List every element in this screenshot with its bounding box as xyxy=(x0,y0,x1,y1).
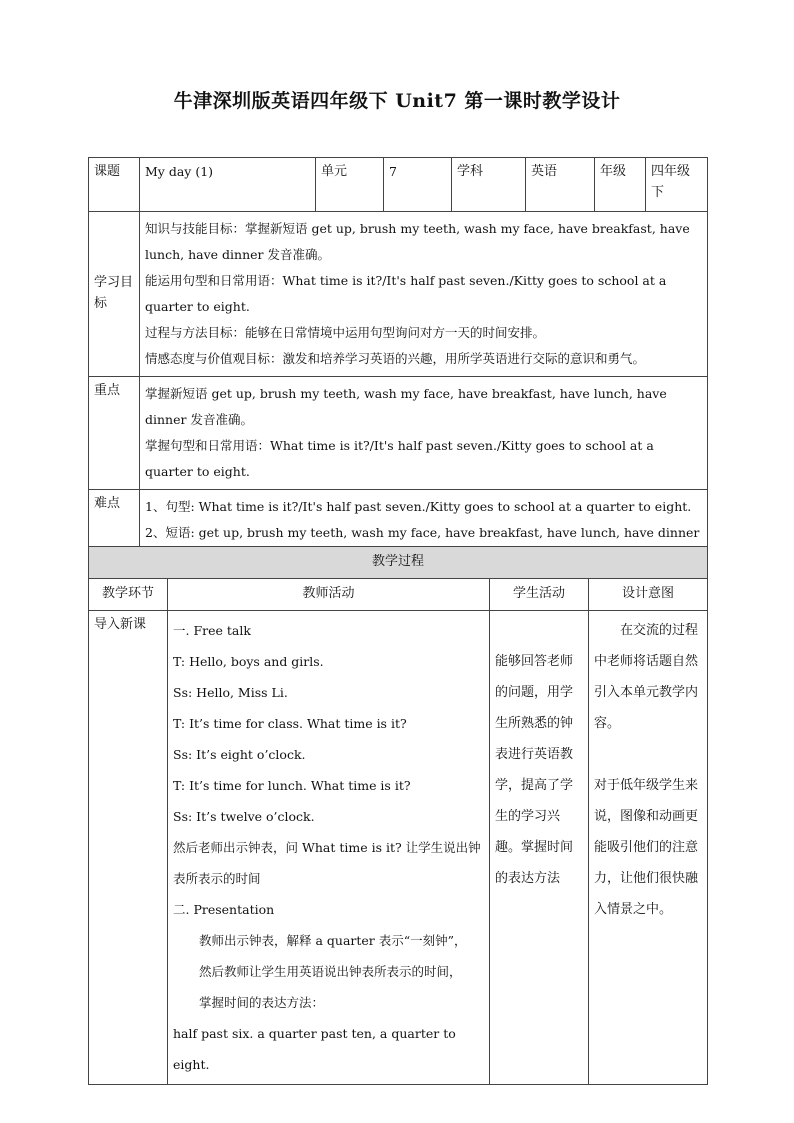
intent-text: 在交流的过程中老师将话题自然引入本单元教学内容。 xyxy=(594,623,699,731)
key-point-line: 掌握句型和日常用语：What time is it?/It's half past seven./Kitty goes to school at a quarter to eight. xyxy=(145,438,654,479)
intent-text: 对于低年级学生来说，图像和动画更能吸引他们的注意力，让他们很快融入情景之中。 xyxy=(594,778,699,917)
key-point-line: 掌握新短语 get up, brush my teeth, wash my face, have breakfast, have lunch, have dinner 发音准确。 xyxy=(145,386,667,427)
topic-label: 课题 xyxy=(89,158,140,212)
column-teacher: 教师活动 xyxy=(168,579,490,611)
process-header: 教学过程 xyxy=(89,547,708,579)
teacher-line: T: It’s time for class. What time is it? xyxy=(173,716,407,731)
page-title: 牛津深圳版英语四年级下 Unit7 第一课时教学设计 xyxy=(173,90,621,112)
teacher-line: 二. Presentation xyxy=(173,902,275,917)
teacher-line: Ss: It’s twelve o’clock. xyxy=(173,809,315,824)
goal-line: 能运用句型和日常用语：What time is it?/It's half past seven./Kitty goes to school at a quarter to eight. xyxy=(145,273,667,314)
subject-value: 英语 xyxy=(526,158,595,212)
goals-label: 学习目标 xyxy=(89,212,140,377)
goal-line: 知识与技能目标：掌握新短语 get up, brush my teeth, wash my face, have breakfast, have lunch, have dinner 发音准确。 xyxy=(145,221,690,262)
teacher-line: half past six. a quarter past ten, a quarter to eight. xyxy=(173,1026,456,1072)
teacher-line: Ss: It’s eight o’clock. xyxy=(173,747,306,762)
unit-label: 单元 xyxy=(316,158,384,212)
teacher-line: 然后老师出示钟表，问 What time is it? 让学生说出钟表所表示的时间 xyxy=(173,840,481,886)
difficulty-line: 1、句型: What time is it?/It's half past seven./Kitty goes to school at a quarter to eight. xyxy=(145,499,692,514)
teacher-line: T: Hello, boys and girls. xyxy=(173,654,324,669)
design-intent-cell xyxy=(589,611,708,1085)
student-activity-cell xyxy=(490,611,589,1085)
student-text: 能够回答老师的问题，用学生所熟悉的钟表进行英语教学，提高了学生的学习兴趣。掌握时间的表达方法 xyxy=(495,654,574,886)
teacher-line: 掌握时间的表达方法： xyxy=(199,995,325,1010)
teacher-line: 教师出示钟表，解释 a quarter 表示“一刻钟”， xyxy=(199,933,467,948)
teacher-line: Ss: Hello, Miss Li. xyxy=(173,685,288,700)
difficulties-label: 难点 xyxy=(89,490,140,577)
column-intent: 设计意图 xyxy=(589,579,708,611)
stage-cell: 导入新课 xyxy=(89,611,168,1085)
key-points-content xyxy=(140,377,708,490)
lesson-info-table xyxy=(88,157,708,577)
key-points-label: 重点 xyxy=(89,377,140,490)
goals-content xyxy=(140,212,708,377)
grade-label: 年级 xyxy=(595,158,646,212)
teacher-line: 一. Free talk xyxy=(173,623,251,638)
goal-line: 过程与方法目标：能够在日常情境中运用句型询问对方一天的时间安排。 xyxy=(145,325,546,340)
column-stage: 教学环节 xyxy=(89,579,168,611)
teacher-activity-cell xyxy=(168,611,490,1085)
subject-label: 学科 xyxy=(452,158,526,212)
column-student: 学生活动 xyxy=(490,579,589,611)
unit-value: 7 xyxy=(384,158,452,212)
teacher-line: 然后教师让学生用英语说出钟表所表示的时间， xyxy=(199,964,462,979)
grade-value: 四年级下 xyxy=(646,158,708,212)
teacher-line: T: It’s time for lunch. What time is it? xyxy=(173,778,411,793)
teaching-process-table xyxy=(88,546,708,1085)
topic-value: My day (1) xyxy=(140,158,316,212)
goal-line: 情感态度与价值观目标：激发和培养学习英语的兴趣，用所学英语进行交际的意识和勇气。 xyxy=(145,351,646,366)
difficulty-line: 2、短语: get up, brush my teeth, wash my face, have breakfast, have lunch, have dinner xyxy=(145,525,700,540)
